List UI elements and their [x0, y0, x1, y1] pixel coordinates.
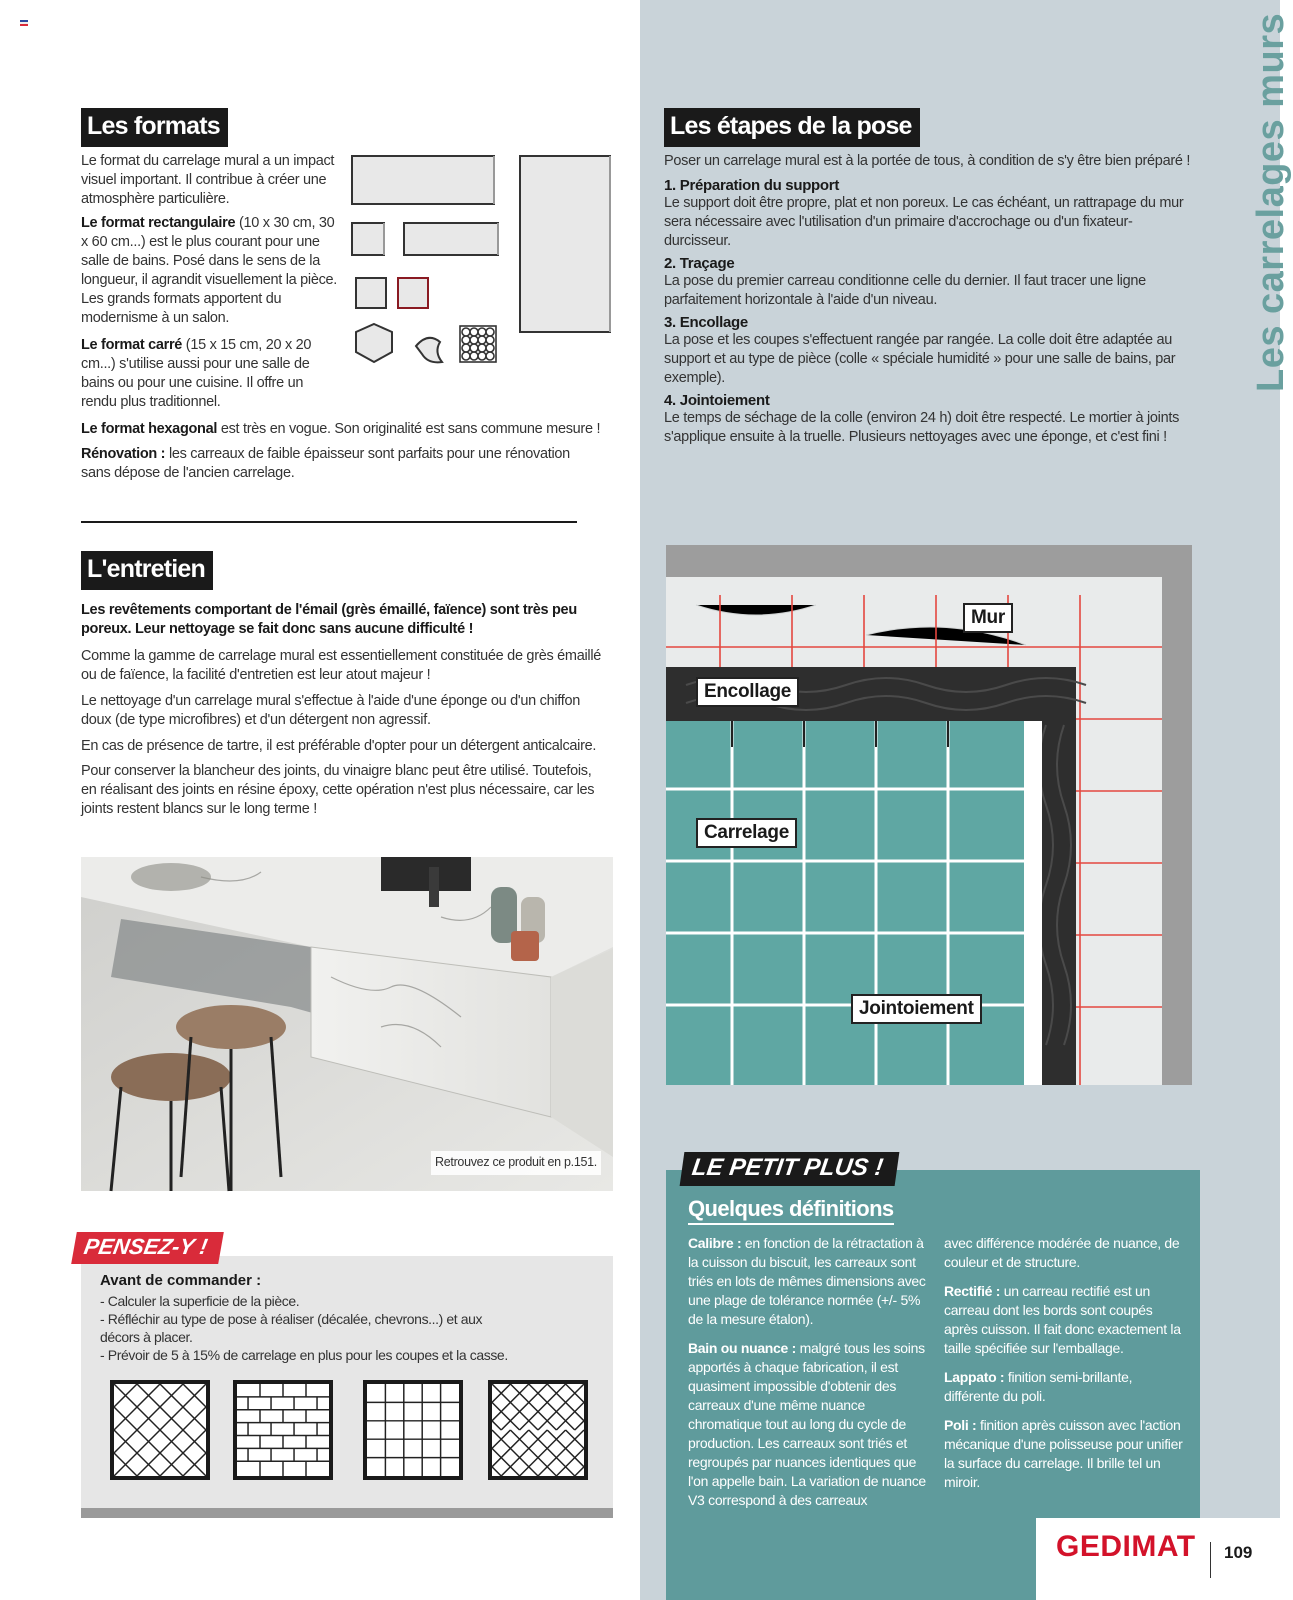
- diagram-label-carrelage: Carrelage: [696, 818, 797, 848]
- pensez-item: - Calculer la superficie de la pièce.: [100, 1293, 300, 1309]
- renov-text: les carreaux de faible épaisseur sont parfaits pour une rénovation sans dépose de l'ancien carrelage.: [81, 446, 570, 481]
- hex-label: Le format hexagonal: [81, 421, 218, 437]
- definitions-col-1: [688, 1234, 928, 1510]
- pose-intro: Poser un carrelage mural est à la portée de tous, à condition de s'y être bien préparé !: [664, 153, 1191, 169]
- step-title: 3. Encollage: [664, 314, 748, 331]
- pensez-title: Avant de commander :: [100, 1272, 262, 1289]
- pattern-herringbone-icon: [488, 1380, 588, 1480]
- step-text: Le support doit être propre, plat et non poreux. Le cas échéant, un rattrapage du mur sera nécessaire avec l'utilisation d'un primaire d'accrochage ou d'un fixateur-durcisseur.: [664, 195, 1184, 249]
- definition: [688, 1339, 928, 1510]
- kitchen-photo: [81, 857, 613, 1191]
- pattern-offset-icon: [233, 1380, 333, 1480]
- formats-rect-paragraph: [81, 214, 339, 328]
- definition-term: Rectifié :: [944, 1283, 1001, 1299]
- petit-plus-tag: LE PETIT PLUS !: [680, 1152, 899, 1186]
- definition-term: Calibre :: [688, 1235, 742, 1251]
- formats-carre-paragraph: [81, 336, 339, 412]
- entretien-p3: En cas de présence de tartre, il est préférable d'opter pour un détergent anticalcaire.: [81, 738, 597, 754]
- pensez-list: [100, 1292, 600, 1364]
- carre-label: Le format carré: [81, 337, 183, 353]
- definition-text: avec différence modérée de nuance, de couleur et de structure.: [944, 1235, 1180, 1270]
- step-title: 4. Jointoiement: [664, 392, 770, 409]
- formats-title: Les formats: [81, 108, 228, 147]
- formats-hex-paragraph: [81, 420, 621, 439]
- definition-term: Lappato :: [944, 1369, 1005, 1385]
- step-text: La pose du premier carreau conditionne celle du dernier. Il faut tracer une ligne parfaitement horizontale à l'aide d'un niveau.: [664, 273, 1146, 308]
- page-number: 109: [1224, 1543, 1253, 1562]
- step-title: 2. Traçage: [664, 255, 735, 272]
- definition: [944, 1416, 1184, 1492]
- definition-text: malgré tous les soins apportés à chaque fabrication, il est quasiment impossible d'obtenir des carreaux d'une même nuance chromatique tout au long du cycle de production. Les carreaux sont triés et regroupés par nuances identiques que l'on appelle bain. La variation de nuance V3 correspond à des carreaux: [688, 1340, 926, 1508]
- entretien-p1: Comme la gamme de carrelage mural est essentiellement constituée de grès émaillé ou de faïence, la facilité d'entretien est leur atout majeur !: [81, 648, 602, 683]
- petit-plus-title: Quelques définitions: [688, 1196, 894, 1225]
- definition-term: Poli :: [944, 1417, 977, 1433]
- pose-step: [664, 177, 1194, 251]
- brand-logo: GEDIMAT: [1056, 1530, 1196, 1563]
- definition: [688, 1234, 928, 1329]
- entretien-title: L'entretien: [81, 551, 213, 590]
- diagram-label-encollage: Encollage: [696, 677, 799, 707]
- definition: [944, 1282, 1184, 1358]
- pattern-diagonal-icon: [110, 1380, 210, 1480]
- kitchen-photo-drawing: [81, 857, 613, 1191]
- formats-intro: Le format du carrelage mural a un impact visuel important. Il contribue à créer une atmosphère particulière.: [81, 153, 335, 207]
- definition-term: Bain ou nuance :: [688, 1340, 796, 1356]
- definitions-col-2: [944, 1234, 1184, 1492]
- step-text: Le temps de séchage de la colle (environ 24 h) doit être respecté. Le mortier à joints s'applique ensuite à la truelle. Plusieurs nettoyages avec une éponge, et c'est fini !: [664, 410, 1180, 445]
- rect-label: Le format rectangulaire: [81, 215, 236, 231]
- definition-text: finition après cuisson avec l'action mécanique d'une polisseuse pour unifier la surface du carrelage. Il brille tel un miroir.: [944, 1417, 1183, 1490]
- pose-title: Les étapes de la pose: [664, 108, 920, 147]
- definition: [944, 1368, 1184, 1406]
- pensez-tag: PENSEZ-Y !: [71, 1232, 224, 1264]
- pose-step: [664, 255, 1194, 310]
- definition-text: finition semi-brillante, différente du poli.: [944, 1369, 1133, 1404]
- photo-caption: Retrouvez ce produit en p.151.: [435, 1155, 597, 1169]
- step-text: La pose et les coupes s'effectuent rangée par rangée. La colle doit être adaptée au support et au type de pièce (colle « spéciale humidité » pour une salle de bains, par exemple).: [664, 332, 1176, 386]
- formats-renov-paragraph: [81, 445, 581, 483]
- diagram-label-jointoiement: Jointoiement: [851, 994, 982, 1024]
- pose-step: [664, 314, 1194, 388]
- pensez-bottom-bar: [81, 1508, 613, 1518]
- carre-text: (15 x 15 cm, 20 x 20 cm...) s'utilise aussi pour une salle de bains ou pour une cuisine. Il offre un rendu plus traditionnel.: [81, 337, 312, 410]
- entretien-p4: Pour conserver la blancheur des joints, du vinaigre blanc peut être utilisé. Toutefois, en réalisant des joints en résine époxy, cette opération n'est plus nécessaire, car les joints restent blancs sur le long terme !: [81, 763, 595, 817]
- pattern-grid-icon: [363, 1380, 463, 1480]
- tile-formats-illustration: [348, 152, 618, 374]
- pensez-item: - Prévoir de 5 à 15% de carrelage en plus pour les coupes et la casse.: [100, 1347, 508, 1363]
- definition-text: un carreau rectifié est un carreau dont les bords sont coupés après cuisson. Il fait donc exactement la taille spécifiée sur l'emballage.: [944, 1283, 1181, 1356]
- footer-divider: [1210, 1542, 1211, 1578]
- step-title: 1. Préparation du support: [664, 177, 840, 194]
- section-divider: [81, 521, 577, 523]
- entretien-p2: Le nettoyage d'un carrelage mural s'effectue à l'aide d'une éponge ou d'un chiffon doux (de type microfibres) et d'un détergent non agressif.: [81, 693, 581, 728]
- side-title: [1212, 12, 1292, 400]
- definition: [944, 1234, 1184, 1272]
- definition-text: en fonction de la rétractation à la cuisson du biscuit, les carreaux sont triés en lots de mêmes dimensions avec une plage de tolérance normée (+/- 5% de la mesure étalon).: [688, 1235, 926, 1327]
- hex-text: est très en vogue. Son originalité est sans commune mesure !: [217, 421, 601, 437]
- pose-steps: [664, 177, 1194, 447]
- pensez-item: - Réfléchir au type de pose à réaliser (décalée, chevrons...) et aux décors à placer.: [100, 1311, 483, 1345]
- entretien-lead: Les revêtements comportant de l'émail (grès émaillé, faïence) sont très peu poreux. Leur nettoyage se fait donc sans aucune difficulté !: [81, 602, 577, 637]
- side-title-text: Les carrelages murs: [1250, 12, 1292, 392]
- rect-text: (10 x 30 cm, 30 x 60 cm...) est le plus courant pour une salle de bains. Posé dans le sens de la longueur, il agrandit visuellement la pièce. Les grands formats apportent du modernisme à un salon.: [81, 215, 338, 326]
- renov-label: Rénovation :: [81, 446, 166, 462]
- diagram-label-mur: Mur: [963, 603, 1013, 633]
- pose-step: [664, 392, 1194, 447]
- flag-icon: [20, 20, 28, 26]
